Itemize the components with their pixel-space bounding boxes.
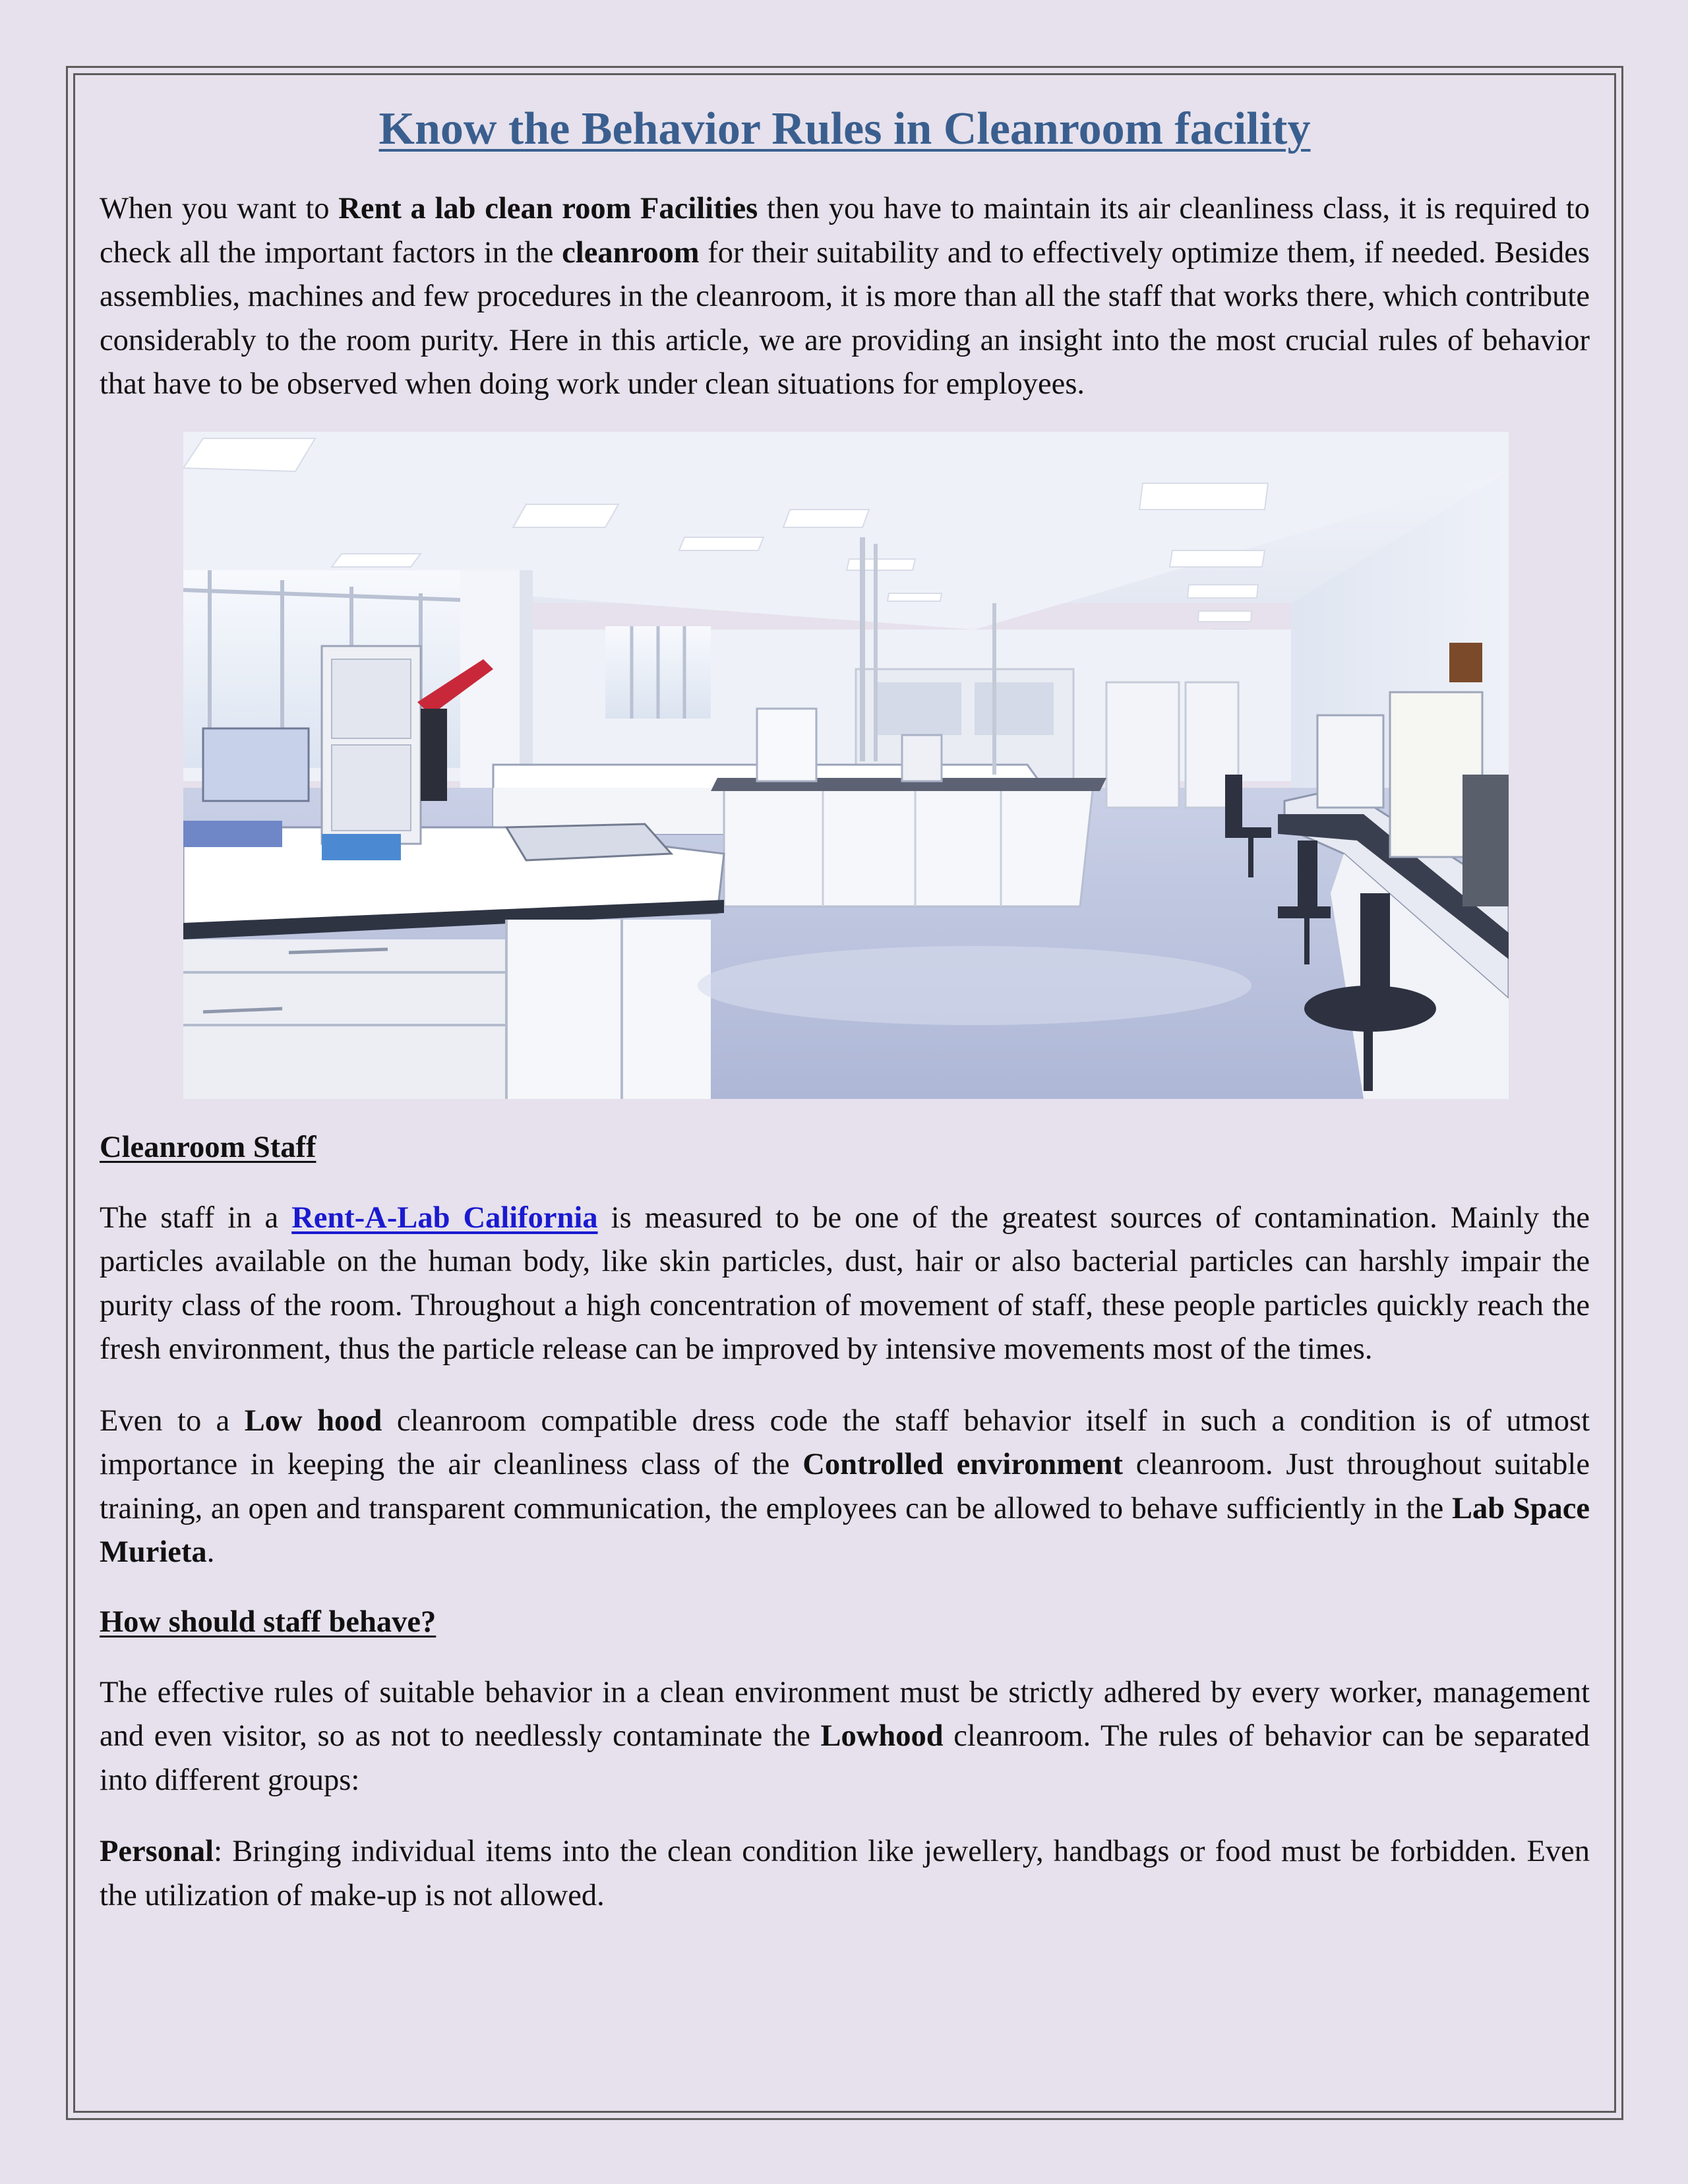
staff2-bold-2: Controlled environment: [802, 1448, 1123, 1481]
staff-text-1: The staff in a: [100, 1200, 292, 1235]
behave-text-1: The effective rules of suitable behavior in a clean environment must be strictly adhered by every worker, management and even visitor, so as not to needlessly contaminate the: [100, 1675, 1590, 1753]
staff2-text-1: Even to a: [100, 1403, 245, 1438]
laboratory-photo: [183, 432, 1509, 1099]
intro-bold-2: cleanroom: [562, 235, 700, 270]
behave-bold-1: Lowhood: [820, 1719, 944, 1753]
personal-text: : Bringing individual items into the clean condition like jewellery, handbags or food must be forbidden. Even the utilization of make-up is not allowed.: [100, 1835, 1590, 1912]
behave-text-2: cleanroom. The rules of behavior can be separated into different groups:: [100, 1719, 1590, 1797]
section-heading-how-should-staff-behave: How should staff behave?: [100, 1605, 437, 1639]
staff-paragraph-2: [100, 1400, 1590, 1575]
staff2-text-3: cleanroom. Just throughout suitable training, an open and transparent communication, the employees can be allowed to behave sufficiently in the: [100, 1448, 1590, 1525]
intro-text-2: then you have to maintain its air cleanliness class, it is required to check all the important factors in the: [100, 192, 1590, 270]
staff2-text-2: cleanroom compatible dress code the staff behavior itself in such a condition is of utmost importance in keeping the air cleanliness class of the: [100, 1403, 1590, 1481]
behave-paragraph-personal: [100, 1830, 1590, 1918]
intro-text-3: for their suitability and to effectively optimize them, if needed. Besides assemblies, machines and few procedures in the cleanroom, it is more than all the staff that works there, which contribute considerably to the room purity. Here in this article, we are providing an insight into the most crucial rules of behavior that have to be observed when doing work under clean situations for employees.: [100, 235, 1590, 401]
behave-paragraph-1: [100, 1671, 1590, 1803]
staff2-text-4: .: [206, 1535, 215, 1569]
page-title: Know the Behavior Rules in Cleanroom facility: [378, 103, 1311, 154]
intro-paragraph: [100, 187, 1590, 407]
staff2-bold-1: Low hood: [244, 1403, 382, 1438]
staff-paragraph-1: [100, 1196, 1590, 1372]
document-body: [100, 98, 1590, 1918]
section-heading-cleanroom-staff: Cleanroom Staff: [100, 1130, 316, 1164]
rent-a-lab-california-link[interactable]: Rent-A-Lab California: [291, 1200, 598, 1235]
staff2-bold-3: Lab Space Murieta: [100, 1491, 1590, 1569]
personal-bold: Personal: [100, 1835, 214, 1868]
intro-text-1: When you want to: [100, 192, 339, 225]
staff-text-2: is measured to be one of the greatest sources of contamination. Mainly the particles available on the human body, like skin particles, dust, hair or also bacterial particles can harshly impair the purity class of the room. Throughout a high concentration of movement of staff, these people particles quickly reach the fresh environment, thus the particle release can be improved by intensive movements most of the times.: [100, 1200, 1590, 1366]
intro-bold-1: Rent a lab clean room Facilities: [338, 192, 758, 225]
